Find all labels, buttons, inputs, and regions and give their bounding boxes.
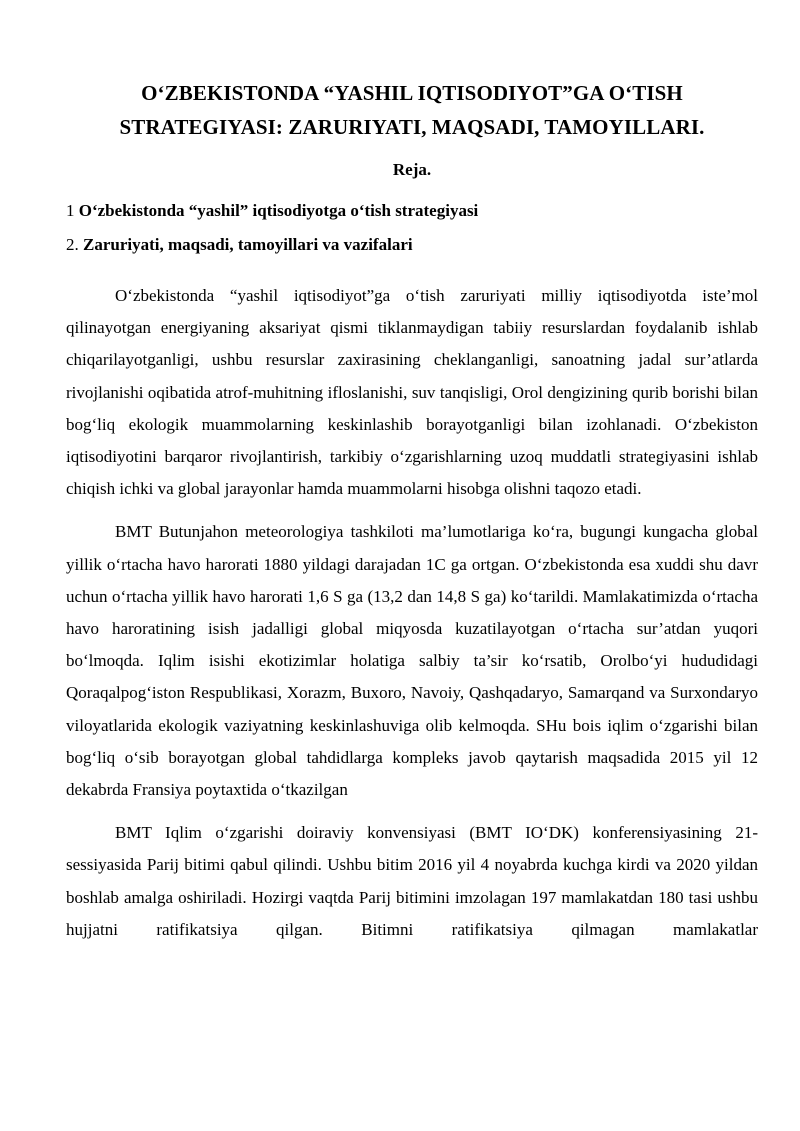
title-line-2: STRATEGIYASI: ZARURIYATI, MAQSADI, TAMOYILLARI.: [119, 115, 705, 139]
title-line-1: O‘ZBEKISTONDA “YASHIL IQTISODIYOT”GA O‘TISH: [141, 81, 683, 105]
plan-item-2: [66, 232, 758, 258]
paragraph-2: BMT Butunjahon meteorologiya tashkiloti ma’lumotlariga ko‘ra, bugungi kungacha global yillik o‘rtacha havo harorati 1880 yildagi darajadan 1C ga ortgan. O‘zbekistonda esa xuddi shu davr uchun o‘rtacha yillik havo harorati 1,6 S ga (13,2 dan 14,8 S ga) ko‘tarildi. Mamlakatimizda o‘rtacha havo haroratining isish jadalligi global miqyosda kuzatilayotgan o‘rtacha sur’atdan yuqori bo‘lmoqda. Iqlim isishi ekotizimlar holatiga salbiy ta’sir ko‘rsatib, Orolbo‘yi hududidagi Qoraqalpog‘iston Respublikasi, Xorazm, Buxoro, Navoiy, Qashqadaryo, Samarqand va Surxondaryo viloyatlarida ekologik vaziyatning keskinlashuviga olib kelmoqda. SHu bois iqlim o‘zgarishi bilan bog‘liq o‘sib borayotgan global tahdidlarga kompleks javob qaytarish maqsadida 2015 yil 12 dekabrda Fransiya poytaxtida o‘tkazilgan: [66, 522, 758, 800]
plan-heading: Reja.: [392, 160, 432, 179]
plan-item-text: Zaruriyati, maqsadi, tamoyillari va vazifalari: [83, 235, 413, 254]
paragraph-3: BMT Iqlim o‘zgarishi doiraviy konvensiyasi (BMT IO‘DK) konferensiyasining 21-sessiyasida Parij bitimi qabul qilindi. Ushbu bitim 2016 yil 4 noyabrda kuchga kirdi va 2020 yildan boshlab amalga oshiriladi. Hozirgi vaqtda Parij bitimini imzolagan 197 mamlakatdan 180 tasi ushbu hujjatni ratifikatsiya qilgan. Bitimni ratifikatsiya qilmagan mamlakatlar: [66, 823, 758, 939]
plan-item-1: [66, 198, 758, 224]
document-title: [66, 76, 758, 144]
paragraph-1: O‘zbekistonda “yashil iqtisodiyot”ga o‘tish zaruriyati milliy iqtisodiyotda iste’mol qilinayotgan energiyaning aksariyat qismi tiklanmaydigan tabiiy resurslardan foydalanib ishlab chiqarilayotganligi, ushbu resurslar zaxirasining cheklanganligi, sanoatning jadal sur’atlarda rivojlanishi oqibatida atrof-muhitning ifloslanishi, suv tanqisligi, Orol dengizining qurib borishi bilan bog‘liq ekologik muammolarning keskinlashib borayotganligi bilan izohlanadi. O‘zbekiston iqtisodiyotini barqaror rivojlantirish, tarkibiy o‘zgarishlarning uzoq muddatli strategiyasini ishlab chiqish ichki va global jarayonlar hamda muammolarni hisobga olishni taqozo etadi.: [66, 286, 758, 499]
plan-item-number: 1: [66, 201, 79, 220]
plan-item-text: O‘zbekistonda “yashil” iqtisodiyotga o‘tish strategiyasi: [78, 201, 479, 220]
plan-list: [66, 198, 758, 258]
plan-item-number: 2.: [66, 235, 83, 254]
